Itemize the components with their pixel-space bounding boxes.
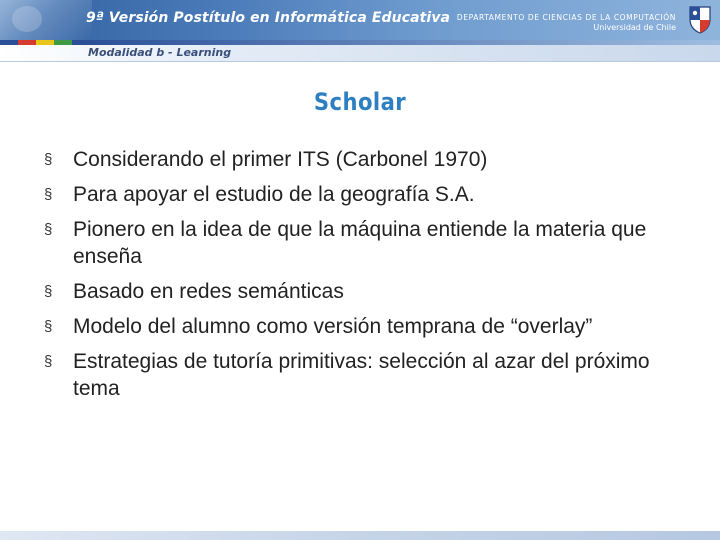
department-name: DEPARTAMENTO DE CIENCIAS DE LA COMPUTACIÓN xyxy=(456,13,676,22)
university-shield-icon xyxy=(686,4,714,36)
bullet-item xyxy=(44,216,680,270)
bullet-item xyxy=(44,146,680,173)
bullet-text: Estrategias de tutoría primitivas: selección al azar del próximo tema xyxy=(73,350,650,400)
bullet-marker-icon: § xyxy=(44,283,53,300)
bullet-item xyxy=(44,181,680,208)
header-banner xyxy=(0,0,720,40)
bullet-marker-icon: § xyxy=(44,221,53,238)
bullet-item xyxy=(44,313,680,340)
footer-bar xyxy=(0,531,720,540)
bullet-text: Para apoyar el estudio de la geografía S.A. xyxy=(73,183,475,206)
bullet-marker-icon: § xyxy=(44,353,53,370)
bullet-text: Basado en redes semánticas xyxy=(73,280,344,303)
header-photo-image xyxy=(0,0,92,40)
bullet-list xyxy=(44,146,680,410)
header-title: 9ª Versión Postítulo en Informática Educativa xyxy=(86,10,451,26)
department-label xyxy=(457,13,676,33)
subheader-bar xyxy=(0,45,720,62)
bullet-item xyxy=(44,348,680,402)
bullet-marker-icon: § xyxy=(44,318,53,335)
subheader-title: Modalidad b - Learning xyxy=(88,46,232,59)
subheader-divider xyxy=(0,61,720,62)
slide-title: Scholar xyxy=(313,88,407,116)
bullet-text: Modelo del alumno como versión temprana de “overlay” xyxy=(73,315,593,338)
bullet-marker-icon: § xyxy=(44,151,53,168)
university-name: Universidad de Chile xyxy=(593,23,676,32)
bullet-item xyxy=(44,278,680,305)
bullet-marker-icon: § xyxy=(44,186,53,203)
bullet-text: Pionero en la idea de que la máquina entiende la materia que enseña xyxy=(73,218,647,268)
bullet-text: Considerando el primer ITS (Carbonel 1970) xyxy=(73,148,488,171)
